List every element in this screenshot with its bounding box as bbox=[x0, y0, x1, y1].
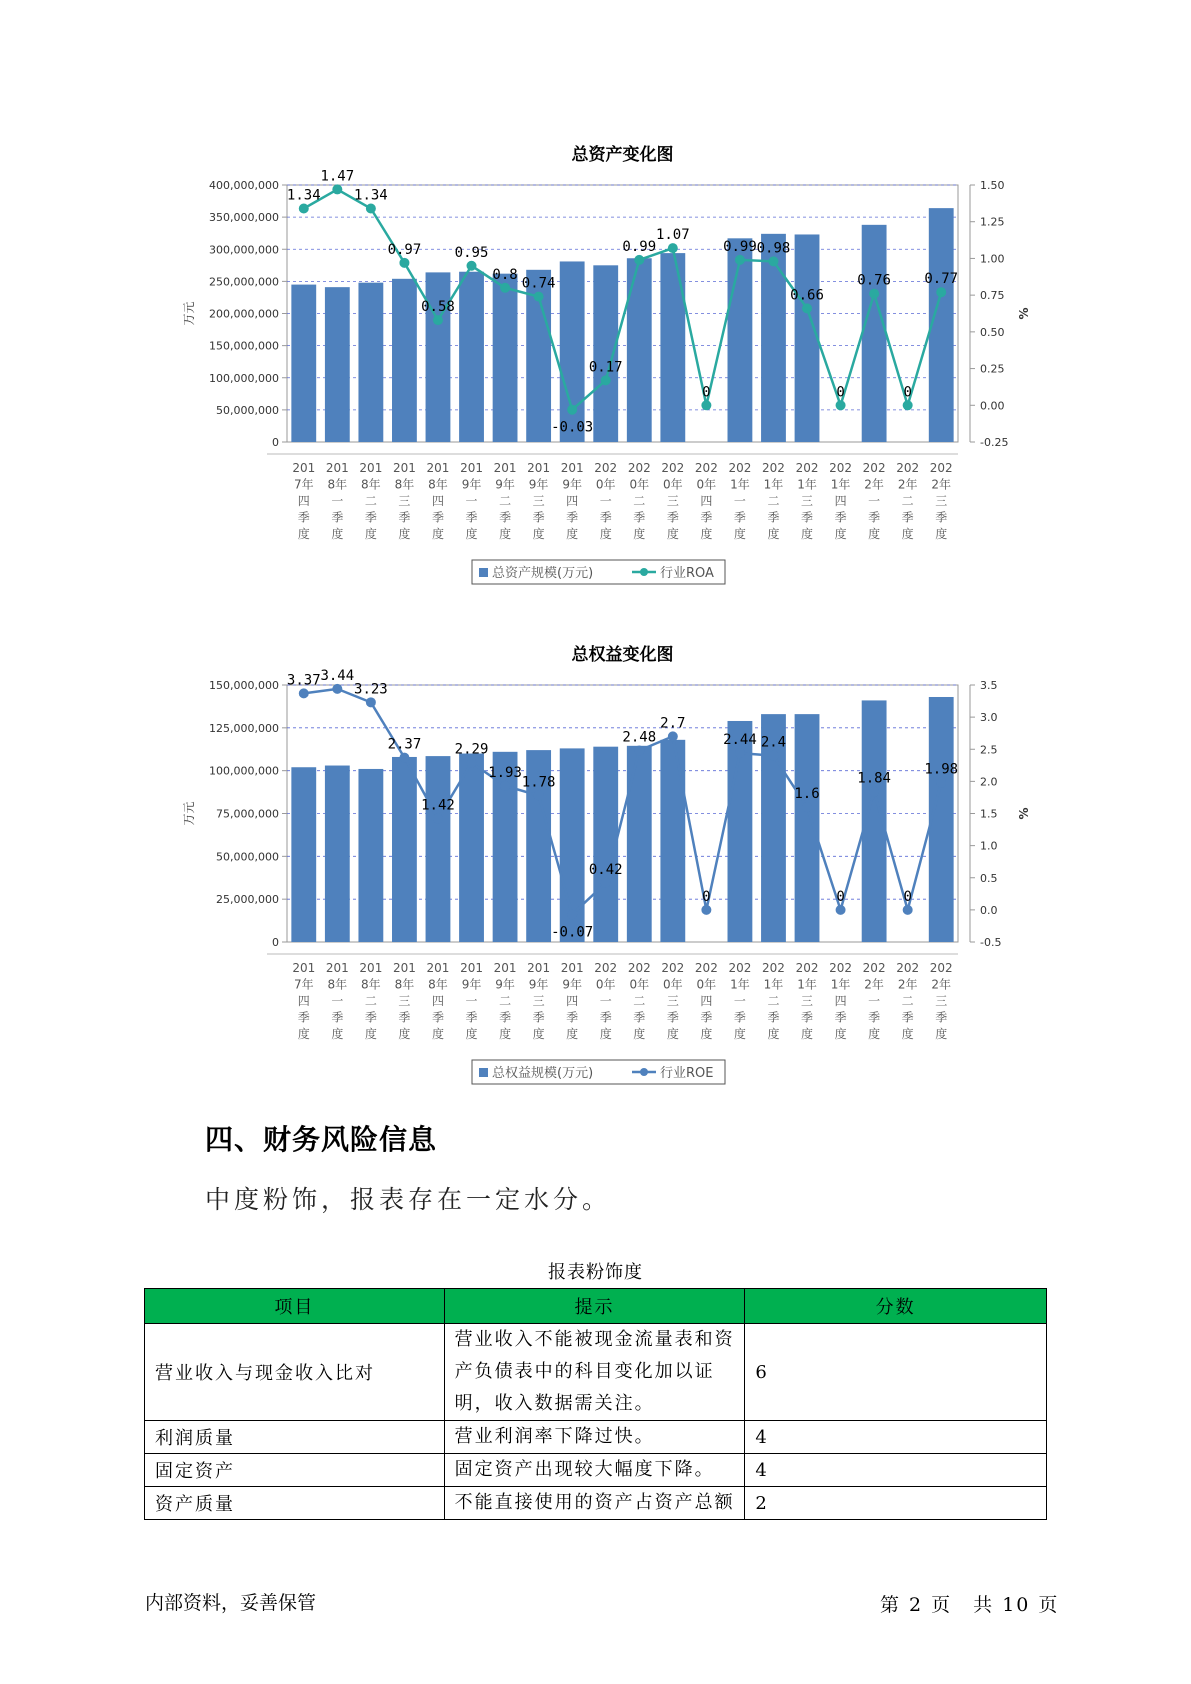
line-point bbox=[836, 400, 846, 410]
line-point bbox=[701, 905, 711, 915]
bar bbox=[392, 279, 417, 442]
line-point bbox=[936, 778, 946, 788]
data-label: 0.95 bbox=[454, 244, 489, 261]
line-point bbox=[332, 684, 342, 694]
data-label: 1.98 bbox=[924, 761, 959, 778]
table-row bbox=[145, 1487, 1047, 1520]
line-point bbox=[768, 751, 778, 761]
x-tick-label: 202 1年四季度 bbox=[829, 961, 853, 1041]
x-tick-label: 201 8年一季度 bbox=[325, 461, 349, 541]
y-tick-label: 200,000,000 bbox=[209, 307, 279, 321]
x-tick-label: 201 8年四季度 bbox=[426, 461, 450, 541]
line-point bbox=[299, 688, 309, 698]
total-assets-chart-svg bbox=[0, 130, 1191, 600]
y-tick-label: 100,000,000 bbox=[209, 371, 279, 385]
line-point bbox=[467, 758, 477, 768]
bar bbox=[660, 740, 685, 942]
data-label: 0.97 bbox=[387, 241, 422, 258]
data-label: -0.03 bbox=[551, 419, 594, 436]
data-label: 0.76 bbox=[857, 272, 891, 289]
bar bbox=[325, 287, 350, 442]
legend-line-marker bbox=[640, 1068, 648, 1076]
bar bbox=[358, 283, 383, 442]
y-tick-label: 75,000,000 bbox=[216, 807, 279, 821]
y-tick-label: 100,000,000 bbox=[209, 764, 279, 778]
total-equity-chart-svg bbox=[0, 630, 1191, 1100]
table-cell-hint: 营业收入不能被现金流量表和资产负债表中的科目变化加以证明，收入数据需关注。 bbox=[444, 1324, 745, 1421]
x-tick-label: 202 2年二季度 bbox=[896, 961, 920, 1041]
table-cell-item: 固定资产 bbox=[145, 1454, 445, 1487]
x-tick-label: 201 8年二季度 bbox=[359, 961, 383, 1041]
line-point bbox=[601, 878, 611, 888]
x-tick-label: 202 1年二季度 bbox=[762, 461, 785, 541]
x-tick-label: 202 1年三季度 bbox=[795, 461, 819, 541]
x-tick-label: 202 1年三季度 bbox=[795, 961, 819, 1041]
legend-bar-swatch bbox=[479, 1068, 488, 1077]
y2-tick-label: -0.5 bbox=[980, 936, 1002, 949]
data-label: 0.99 bbox=[723, 238, 757, 255]
bar bbox=[426, 756, 451, 942]
line-point bbox=[500, 781, 510, 791]
x-tick-label: 202 1年二季度 bbox=[762, 961, 785, 1041]
line-point bbox=[467, 261, 477, 271]
x-tick-label: 202 1年四季度 bbox=[829, 461, 853, 541]
bar bbox=[459, 754, 484, 942]
section-heading: 四、财务风险信息 bbox=[205, 1123, 438, 1156]
x-tick-label: 201 8年二季度 bbox=[359, 461, 383, 541]
y-tick-label: 350,000,000 bbox=[209, 211, 279, 225]
section-text: 中度粉饰，报表存在一定水分。 bbox=[205, 1185, 612, 1214]
data-label: 0.77 bbox=[924, 271, 959, 288]
line-point bbox=[869, 289, 879, 299]
table-cell-item: 资产质量 bbox=[145, 1487, 445, 1520]
y-tick-label: 50,000,000 bbox=[216, 403, 279, 417]
y2-tick-label: 1.0 bbox=[980, 839, 998, 853]
line-point bbox=[366, 697, 376, 707]
y2-tick-label: 0.75 bbox=[980, 289, 1005, 303]
x-tick-label: 202 0年二季度 bbox=[627, 961, 651, 1041]
bar bbox=[392, 757, 417, 942]
bar bbox=[291, 285, 316, 442]
line-point bbox=[332, 184, 342, 194]
bar bbox=[795, 714, 820, 942]
line-point bbox=[299, 203, 309, 213]
y2-tick-label: 3.5 bbox=[980, 679, 998, 692]
legend-line-marker bbox=[640, 568, 648, 576]
chart-title: 总资产变化图 bbox=[571, 145, 674, 165]
data-label: 1.34 bbox=[286, 187, 321, 204]
y2-tick-label: 2.5 bbox=[980, 743, 998, 757]
x-tick-label: 202 1年一季度 bbox=[728, 461, 752, 541]
legend-line-label: 行业ROE bbox=[660, 1066, 714, 1081]
line-point bbox=[668, 731, 678, 741]
footer-confidential: 内部资料，妥善保管 bbox=[145, 1592, 317, 1614]
data-label: 2.29 bbox=[454, 741, 489, 758]
data-label: 0.17 bbox=[588, 359, 623, 376]
total-equity-chart bbox=[0, 630, 1191, 1100]
table-cell-score: 6 bbox=[745, 1324, 1047, 1421]
data-label: 0.74 bbox=[521, 275, 556, 292]
bar bbox=[862, 225, 887, 442]
data-label: 2.4 bbox=[760, 734, 787, 751]
line-point bbox=[903, 905, 913, 915]
table-cell-item: 利润质量 bbox=[145, 1421, 445, 1454]
y2-tick-label: 0.0 bbox=[980, 903, 998, 917]
data-label: 1.6 bbox=[794, 786, 820, 803]
x-tick-label: 202 0年三季度 bbox=[661, 961, 685, 1041]
y-tick-label: 400,000,000 bbox=[209, 179, 279, 192]
data-label: 1.07 bbox=[655, 227, 690, 244]
x-tick-label: 202 0年一季度 bbox=[594, 961, 618, 1041]
line-point bbox=[601, 375, 611, 385]
y-tick-label: 300,000,000 bbox=[209, 243, 279, 257]
y-tick-label: 25,000,000 bbox=[216, 893, 279, 907]
legend-bar-label: 总权益规模(万元) bbox=[492, 1066, 594, 1081]
bar bbox=[426, 272, 451, 442]
table-cell-item: 营业收入与现金收入比对 bbox=[145, 1324, 445, 1421]
line-point bbox=[735, 255, 745, 265]
data-label: 0.98 bbox=[756, 240, 791, 257]
y2-axis-title: % bbox=[1017, 307, 1031, 320]
line-point bbox=[433, 814, 443, 824]
data-label: 0.99 bbox=[622, 238, 657, 255]
y-tick-label: 125,000,000 bbox=[209, 721, 279, 735]
legend-line-label: 行业ROA bbox=[660, 566, 714, 581]
data-label: 2.7 bbox=[660, 715, 686, 732]
y-tick-label: 150,000,000 bbox=[209, 679, 279, 692]
y-axis-title: 万元 bbox=[182, 801, 196, 826]
data-label: 1.34 bbox=[354, 187, 388, 204]
data-label: 0 bbox=[903, 888, 912, 905]
bar bbox=[795, 234, 820, 442]
data-label: 1.47 bbox=[320, 168, 355, 185]
data-label: 1.42 bbox=[421, 797, 455, 814]
x-tick-label: 201 9年一季度 bbox=[460, 461, 483, 541]
table-cell-hint: 固定资产出现较大幅度下降。 bbox=[444, 1454, 745, 1487]
y2-tick-label: -0.25 bbox=[980, 436, 1009, 449]
x-tick-label: 202 2年一季度 bbox=[862, 961, 886, 1041]
y-tick-label: 250,000,000 bbox=[209, 275, 279, 289]
data-label: 0.58 bbox=[421, 299, 455, 316]
x-tick-label: 201 9年四季度 bbox=[560, 961, 584, 1041]
data-label: 1.78 bbox=[521, 774, 556, 791]
x-tick-label: 202 0年一季度 bbox=[594, 461, 618, 541]
y2-tick-label: 1.50 bbox=[980, 179, 1005, 192]
y2-tick-label: 1.25 bbox=[980, 215, 1005, 229]
line-point bbox=[567, 909, 577, 919]
table-caption: 报表粉饰度 bbox=[548, 1262, 643, 1283]
bar bbox=[627, 746, 652, 942]
y2-tick-label: 0.00 bbox=[980, 399, 1005, 413]
legend-bar-swatch bbox=[479, 568, 488, 577]
line-point bbox=[701, 400, 711, 410]
table-cell-score: 4 bbox=[745, 1421, 1047, 1454]
y-tick-label: 150,000,000 bbox=[209, 339, 279, 353]
bar bbox=[325, 766, 350, 942]
legend-bar-label: 总资产规模(万元) bbox=[492, 566, 594, 581]
x-tick-label: 202 0年四季度 bbox=[694, 961, 718, 1041]
x-tick-label: 202 0年四季度 bbox=[694, 461, 718, 541]
data-label: 2.44 bbox=[723, 732, 757, 749]
y2-tick-label: 0.50 bbox=[980, 325, 1005, 339]
bar bbox=[493, 274, 518, 442]
y2-tick-label: 0.25 bbox=[980, 362, 1005, 376]
data-label: 2.37 bbox=[387, 736, 422, 753]
data-label: 1.93 bbox=[488, 764, 522, 781]
table-header-row bbox=[145, 1289, 1047, 1324]
x-tick-label: 202 2年一季度 bbox=[862, 461, 886, 541]
line-point bbox=[869, 787, 879, 797]
data-label: 0.42 bbox=[588, 861, 623, 878]
table-cell-score: 4 bbox=[745, 1454, 1047, 1487]
footer-page-number: 第 2 页 共 10 页 bbox=[880, 1594, 1060, 1616]
x-tick-label: 201 9年三季度 bbox=[527, 961, 551, 1041]
x-tick-label: 202 1年一季度 bbox=[728, 961, 752, 1041]
y-axis-title: 万元 bbox=[182, 301, 196, 326]
x-tick-label: 201 9年三季度 bbox=[527, 461, 551, 541]
line-point bbox=[735, 748, 745, 758]
x-tick-label: 201 9年二季度 bbox=[493, 961, 517, 1041]
line-point bbox=[903, 400, 913, 410]
line-point bbox=[936, 287, 946, 297]
data-label: 3.37 bbox=[286, 672, 321, 689]
bar bbox=[660, 253, 685, 442]
x-tick-label: 201 9年四季度 bbox=[560, 461, 584, 541]
table-header-hint: 提示 bbox=[444, 1289, 745, 1324]
x-tick-label: 201 9年一季度 bbox=[460, 961, 483, 1041]
x-tick-label: 202 2年三季度 bbox=[929, 461, 953, 541]
x-tick-label: 201 7年四季度 bbox=[292, 961, 316, 1041]
data-label: 0 bbox=[702, 888, 711, 905]
x-tick-label: 201 7年四季度 bbox=[292, 461, 316, 541]
y2-tick-label: 0.5 bbox=[980, 871, 998, 885]
line-point bbox=[534, 791, 544, 801]
x-tick-label: 201 8年三季度 bbox=[392, 461, 416, 541]
line-point bbox=[366, 203, 376, 213]
y2-tick-label: 3.0 bbox=[980, 711, 998, 725]
x-tick-label: 202 2年三季度 bbox=[929, 961, 953, 1041]
y2-axis-title: % bbox=[1017, 807, 1031, 820]
bar bbox=[627, 258, 652, 442]
line-point bbox=[433, 315, 443, 325]
data-label: 0 bbox=[836, 888, 845, 905]
data-label: 0 bbox=[836, 384, 845, 401]
table-row bbox=[145, 1454, 1047, 1487]
total-assets-chart bbox=[0, 130, 1191, 600]
table-row bbox=[145, 1324, 1047, 1421]
data-label: 1.84 bbox=[857, 770, 891, 787]
data-label: 0.8 bbox=[492, 266, 518, 283]
x-tick-label: 201 8年四季度 bbox=[426, 961, 450, 1041]
bar bbox=[358, 769, 383, 942]
x-tick-label: 201 8年一季度 bbox=[325, 961, 349, 1041]
data-label: 2.48 bbox=[622, 729, 657, 746]
data-label: 0.66 bbox=[790, 287, 824, 304]
data-label: 0 bbox=[702, 384, 711, 401]
line-point bbox=[768, 256, 778, 266]
bar bbox=[560, 261, 585, 442]
y-tick-label: 0 bbox=[272, 436, 279, 449]
table-cell-score: 2 bbox=[745, 1487, 1047, 1520]
line-point bbox=[534, 292, 544, 302]
data-label: 3.44 bbox=[320, 667, 355, 684]
line-point bbox=[500, 283, 510, 293]
data-label: 3.23 bbox=[354, 681, 388, 698]
bar bbox=[291, 767, 316, 942]
chart-title: 总权益变化图 bbox=[571, 645, 674, 665]
line-point bbox=[634, 746, 644, 756]
line-point bbox=[399, 258, 409, 268]
x-tick-label: 201 8年三季度 bbox=[392, 961, 416, 1041]
table-cell-hint: 营业利润率下降过快。 bbox=[444, 1421, 745, 1454]
line-point bbox=[399, 753, 409, 763]
line-point bbox=[802, 303, 812, 313]
bar bbox=[459, 272, 484, 442]
table-cell-hint: 不能直接使用的资产占资产总额 bbox=[444, 1487, 745, 1520]
x-tick-label: 202 2年二季度 bbox=[896, 461, 920, 541]
line-point bbox=[836, 905, 846, 915]
risk-table bbox=[144, 1288, 1047, 1520]
x-tick-label: 202 0年二季度 bbox=[627, 461, 651, 541]
bar bbox=[728, 238, 753, 442]
table-header-score: 分数 bbox=[745, 1289, 1047, 1324]
line-point bbox=[634, 255, 644, 265]
data-label: 0 bbox=[903, 384, 912, 401]
y2-tick-label: 2.0 bbox=[980, 775, 998, 789]
x-tick-label: 202 0年三季度 bbox=[661, 461, 685, 541]
y-tick-label: 0 bbox=[272, 936, 279, 949]
data-label: -0.07 bbox=[551, 924, 594, 941]
y-tick-label: 50,000,000 bbox=[216, 850, 279, 864]
line-point bbox=[668, 243, 678, 253]
line-point bbox=[802, 802, 812, 812]
line-point bbox=[567, 405, 577, 415]
y2-tick-label: 1.5 bbox=[980, 807, 998, 821]
table-row bbox=[145, 1421, 1047, 1454]
x-tick-label: 201 9年二季度 bbox=[493, 461, 517, 541]
table-header-item: 项目 bbox=[145, 1289, 445, 1324]
y2-tick-label: 1.00 bbox=[980, 252, 1005, 266]
